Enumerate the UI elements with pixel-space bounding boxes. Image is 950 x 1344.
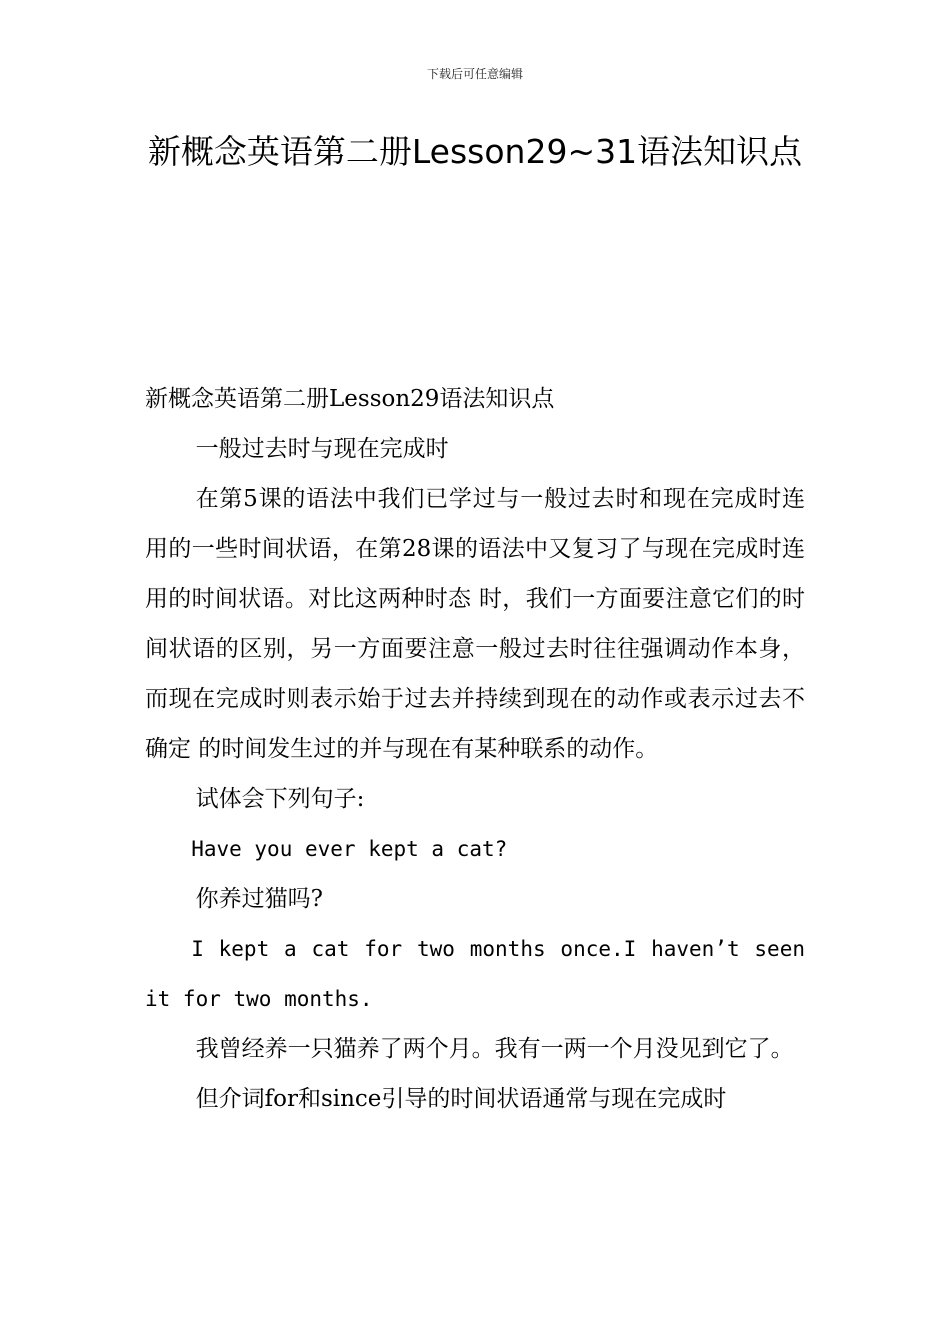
example-english-2: I kept a cat for two months once.I haven’t seen it for two months.: [145, 937, 805, 1011]
document-body: [145, 374, 805, 1124]
paragraph-prompt: 试体会下列句子:: [195, 786, 365, 812]
paragraph-explanation: 在第5课的语法中我们已学过与一般过去时和现在完成时连用的一些时间状语，在第28课的语法中又复习了与现在完成时连用的时间状语。对比这两种时态 时，我们一方面要注意它们的时间状语的区别，另一方面要注意一般过去时往往强调动作本身，而现在完成时则表示始于过去并持续到现在的动作或表示过去不确定 的时间发生过的并与现在有某种联系的动作。: [145, 486, 805, 762]
example-chinese-1: 你养过猫吗?: [195, 886, 323, 912]
header-note: 下载后可任意编辑: [426, 67, 523, 81]
paragraph-continuation: 但介词for和since引导的时间状语通常与现在完成时: [195, 1086, 727, 1112]
document-title: 新概念英语第二册Lesson29~31语法知识点: [147, 132, 803, 171]
subsection-heading: 一般过去时与现在完成时: [195, 436, 449, 462]
example-chinese-2: 我曾经养一只猫养了两个月。我有一两一个月没见到它了。: [195, 1036, 794, 1062]
section-heading: 新概念英语第二册Lesson29语法知识点: [145, 386, 555, 412]
example-english-1: Have you ever kept a cat?: [191, 837, 508, 861]
